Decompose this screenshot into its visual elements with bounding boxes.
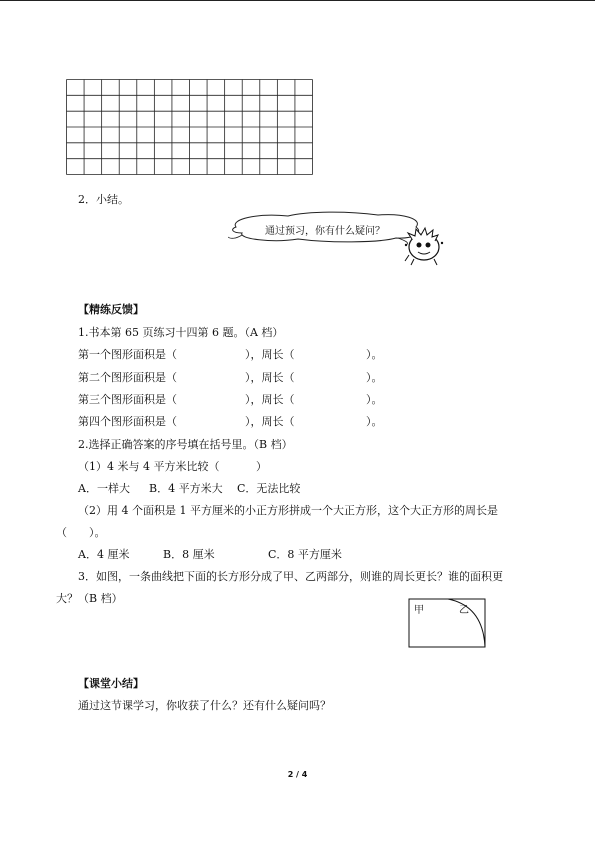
cloud-text: 通过预习，你有什么疑问？ xyxy=(265,226,385,237)
row-end: ）。 xyxy=(366,348,383,361)
area-label: 第四个图形面积是（ xyxy=(78,415,177,428)
question-2: 2.选择正确答案的序号填在括号里。（B 档） xyxy=(78,438,293,451)
thought-cloud xyxy=(228,211,453,271)
row-end: ）。 xyxy=(366,371,383,384)
option-a: A．4 厘米 xyxy=(78,548,130,561)
question-2-2: （2）用 4 个面积是 1 平方厘米的小正方形拼成一个大正方形，这个大正方形的周长是 xyxy=(78,504,498,517)
classroom-heading: 【课堂小结】 xyxy=(78,677,144,690)
perimeter-label: ），周长（ xyxy=(245,393,295,406)
figure-label-b: 乙 xyxy=(459,605,469,616)
practice-heading: 【精练反馈】 xyxy=(78,303,144,316)
figure-label-a: 甲 xyxy=(414,605,424,616)
area-label: 第二个图形面积是（ xyxy=(78,371,177,384)
row-end: ）。 xyxy=(366,415,383,428)
perimeter-label: ），周长（ xyxy=(245,348,295,361)
option-b: B．8 厘米 xyxy=(163,548,215,561)
writing-grid xyxy=(66,79,313,175)
top-rule xyxy=(0,0,595,1)
perimeter-label: ），周长（ xyxy=(245,415,295,428)
question-2-2-cont: （ ）。 xyxy=(56,526,106,539)
row-end: ）。 xyxy=(366,393,383,406)
answer-row xyxy=(78,346,177,362)
option-b: B．4 平方米大 xyxy=(149,482,223,495)
perimeter-label: ），周长（ xyxy=(245,371,295,384)
classroom-text: 通过这节课学习，你收获了什么？还有什么疑问吗？ xyxy=(78,699,331,712)
option-a: A．一样大 xyxy=(78,482,130,495)
summary-item: 2．小结。 xyxy=(78,193,129,206)
page-number: 2 / 4 xyxy=(287,770,308,779)
question-2-1: （1）4 米与 4 平方米比较（ xyxy=(78,460,220,473)
question-2-1-end: ） xyxy=(256,460,267,473)
question-3: 3．如图，一条曲线把下面的长方形分成了甲、乙两部分，则谁的周长更长？谁的面积更 xyxy=(78,570,503,583)
option-c: C．8 平方厘米 xyxy=(268,548,342,561)
question-3-cont: 大？（B 档） xyxy=(56,592,123,605)
option-c: C．无法比较 xyxy=(237,482,301,495)
question-1: 1.书本第 65 页练习十四第 6 题。（A 档） xyxy=(78,326,284,339)
area-label: 第一个图形面积是（ xyxy=(78,348,177,361)
area-label: 第三个图形面积是（ xyxy=(78,393,177,406)
